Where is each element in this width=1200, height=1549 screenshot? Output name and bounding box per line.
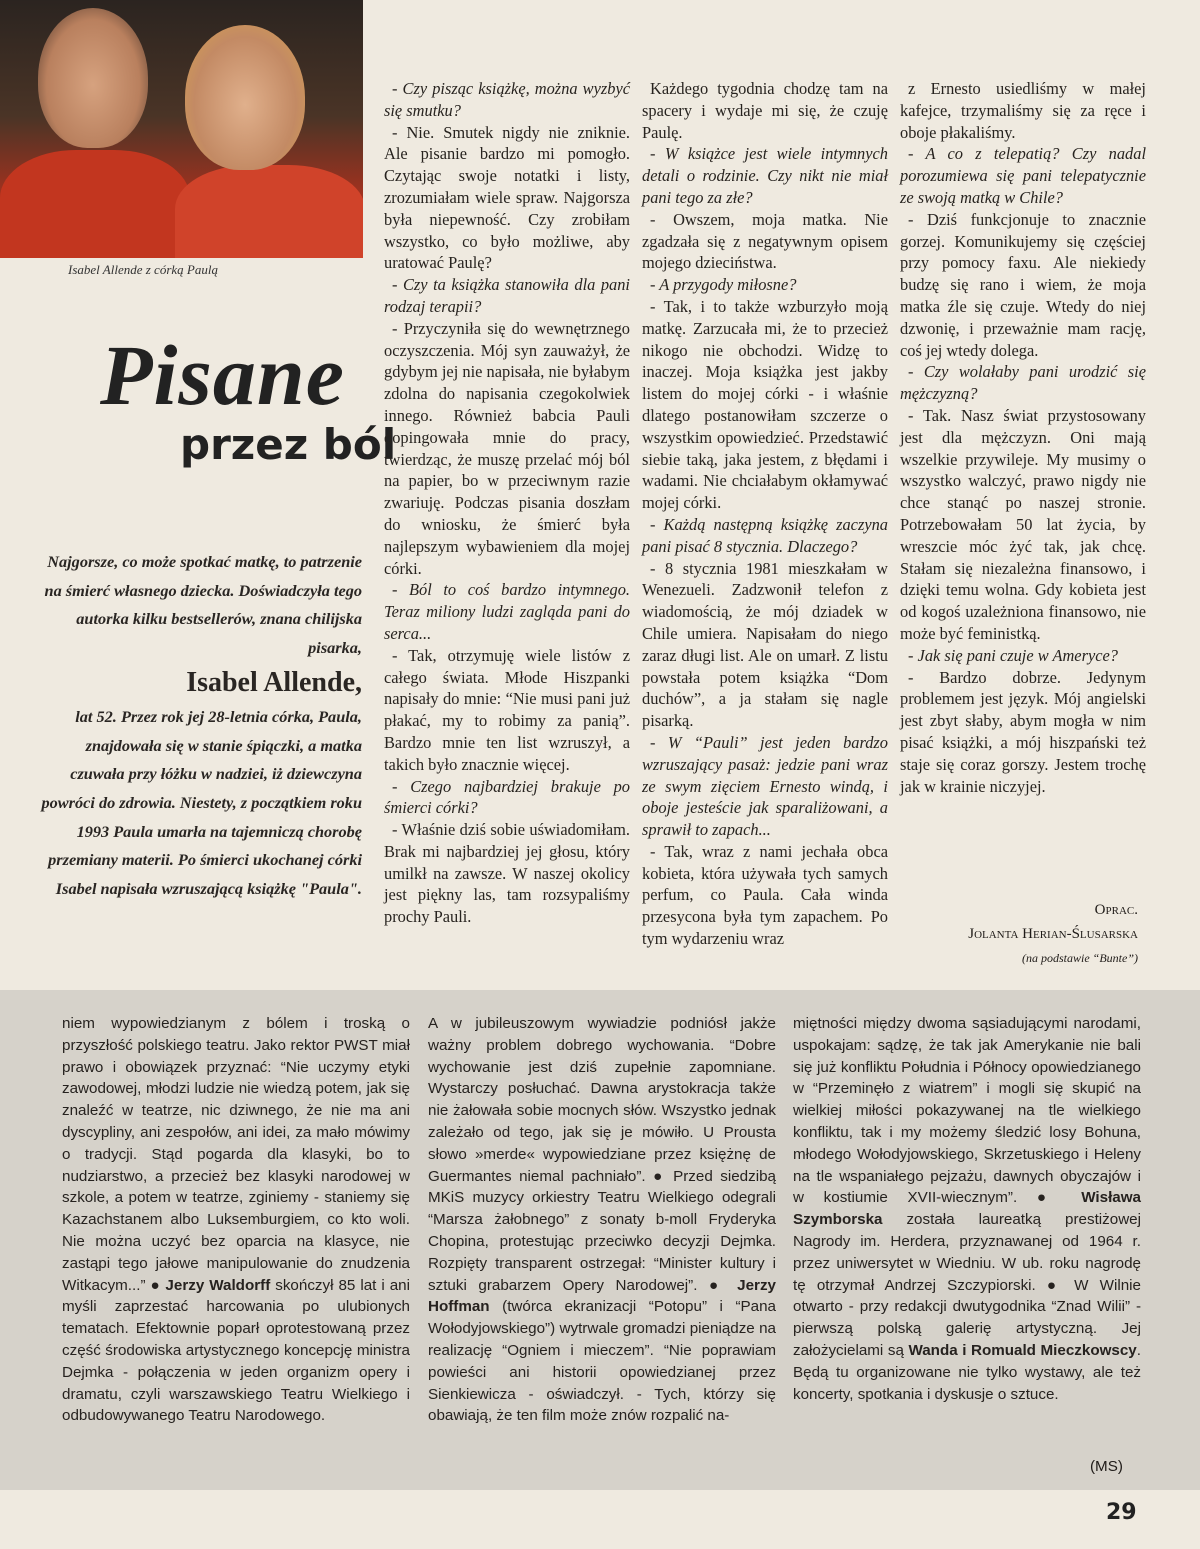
interview-answer: - Bardzo dobrze. Jedynym problemem jest język. Mój angielski jest zbyt słaby, abym mogła w nim pisać książki, a mój hiszpański też staje się coraz gorszy. Jestem trochę jak w krainie niczyjej. [900, 667, 1146, 796]
lead-text-after: lat 52. Przez rok jej 28-letnia córka, Paula, znajdowała się w stanie śpiączki, a matka czuwała przy łóżku w nadziei, iż dziewczyna powróci do zdrowia. Niestety, z początkiem roku 1993 Paula umarła na tajemniczą chorobę przemiany materii. Po śmierci ukochanej córki Isabel napisała wzruszającą książkę "Paula". [41, 706, 362, 899]
news-text: . Będą tu organizowane nie tylko wystawy, ale też koncerty, spotkania i dyskusje o sztuce. [793, 1341, 1141, 1403]
interview-question: - Czy pisząc książkę, można wyzbyć się smutku? [384, 79, 630, 120]
news-text: została laureatką prestiżowej Nagrody im. Herdera, przyznawanej od 1964 r. przez uniwersytet w Wiedniu. W ub. roku nagrodę tę otrzymał Andrzej Szczypiorski. ● W Wilnie otwarto - przy redakcji dwutygodnika “Znad Wilii” - pierwszą polską galerię artystyczną. Jej założycielami są [793, 1211, 1141, 1359]
interview-answer: - Tak, i to także wzburzyło moją matkę. Zarzucała mi, że to przecież nikogo nie obchodzi. Widzę to inaczej. Moja książka jest jakby listem do mojej córki - i właśnie dlatego postanowiłam szczerze o wszystkim opowiedzieć. Przedstawić siebie taką, jaka jestem, z błędami i wadami. Nie chciałabym okłamywać mojej córki. [642, 296, 888, 513]
news-column-1 [62, 1013, 410, 1427]
article-subtitle: przez ból [180, 420, 397, 469]
news-text: miętności między dwoma sąsiadującymi narodami, uspokajam: sądzę, że tak jak Amerykanie nie bali się już konfliktu Południa i Północy opowiedzianego w “Przeminęło z wiatrem” i mogli się skupić na wielkiej miłości pokazywanej na tle wielkiego konfliktu, tak i my możemy śledzić losy Bohuna, młodego Wołodyjowskiego, Skrzetuskiego i Heleny na tle wspaniałego pejzażu, dawnych obyczajów i w kostiumie XVII-wiecznym”. ● [793, 1015, 1141, 1207]
interview-answer: - 8 stycznia 1981 mieszkałam w Wenezueli. Zadzwonił telefon z wiadomością, że mój dziadek w Chile umiera. Napisałam do niego zaraz długi list. Ale on umarł. Z listu powstała potem książka “Dom duchów”, a ja stałam się nagle pisarką. [642, 558, 888, 731]
interview-answer: - Właśnie dziś sobie uświadomiłam. Brak mi najbardziej jej głosu, który umilkł na zawsze. W naszej okolicy jest piękny las, tam rozsypaliśmy prochy Pauli. [384, 820, 630, 927]
news-person-name: Wisława Szymborska [793, 1189, 1141, 1229]
interview-question: - Każdą następną książkę zaczyna pani pisać 8 stycznia. Dlaczego? [642, 514, 888, 556]
byline-author: Jolanta Herian-Ślusarska [968, 926, 1138, 942]
interview-answer: - Tak. Nasz świat przystosowany jest dla mężczyzn. Oni mają wszelkie przywileje. My musimy o wszystko walczyć, prawo nigdy nie chce stanąć po naszej stronie. Potrzebowałam 50 lat życia, by wreszcie móc żyć tak, jak chcę. Stałam się niezależna finansowo, i dzięki temu wolna. Gdy kobieta jest od kogoś uzależniona finansowo, nie może być feministką. [900, 405, 1146, 643]
news-column-3 [793, 1013, 1141, 1405]
interview-question: - Ból to coś bardzo intymnego. Teraz miliony ludzi zagląda pani do serca... [384, 580, 630, 643]
interview-question: - Czego najbardziej brakuje po śmierci córki? [384, 776, 630, 818]
interview-answer: - Tak, wraz z nami jechała obca kobieta, która używała tych samych perfum, co Paula. Cała winda przesycona była tym zapachem. Po tym wydarzeniu wraz [642, 841, 888, 949]
byline-label: Oprac. [1094, 902, 1138, 918]
interview-answer: - Nie. Smutek nigdy nie zniknie. Ale pisanie bardzo mi pomogło. Czytając swoje notatki i listy, zrozumiałam wiele spraw. Najgorsza była niepewność. Czy zrobiłam wszystko, co było możliwe, aby uratować Paulę? [384, 122, 630, 273]
news-text: skończył 85 lat i ani myśli zaprzestać harcowania po ulubionych tematach. Efektownie poparł oprotestowaną przez część środowiska artystycznego koncepcję ministra Dejmka - połączenia w jeden organizm opery i dramatu, czyli warszawskiego Teatru Wielkiego i odbudowywanego Teatru Narodowego. [62, 1276, 410, 1425]
interview-answer: - Dziś funkcjonuje to znacznie gorzej. Komunikujemy się częściej przy pomocy faxu. Ale niekiedy budzę się rano i wiem, że moja matka źle się czuje. Wtedy do niej dzwonię, i przeważnie mam rację, coś jej wtedy dolega. [900, 209, 1146, 360]
photo-caption: Isabel Allende z córką Paulą [68, 262, 218, 277]
interview-column-2 [642, 78, 888, 950]
news-person-name: Jerzy Waldorff [165, 1276, 271, 1294]
interview-question: - Czy ta książka stanowiła dla pani rodzaj terapii? [384, 275, 630, 316]
article-title: Pisane [100, 327, 345, 423]
byline [900, 898, 1138, 970]
interview-answer: - Przyczyniła się do wewnętrznego oczyszczenia. Mój syn zauważył, że gdybym jej nie napisała, nie byłabym zdolna do napisania czegokolwiek innego. Również babcia Pauli dopingowała mnie do pracy, twierdząc, że muszę przelać mój ból na papier, bo w przeciwnym razie zwariuję. Podczas pisania doszłam do wniosku, że śmierć była najlepszym wybawieniem dla mojej córki. [384, 318, 630, 578]
news-text: niem wypowiedzianym z bólem i troską o przyszłość polskiego teatru. Jako rektor PWST miał prawo i obowiązek przyznać: “Nie uczymy etyki zawodowej, młodzi ludzie nie wiedzą potem, jak się znaleźć w teatrze, nic dziwnego, że nie ma ani dyscypliny, ani zespołów, ani idei, za mało mówimy o tradycji. Stąd pogarda dla klasyki, bo to nudziarstwo, a przecież bez klasyki narodowej w szkole, a potem w teatrze, zginiemy - staniemy się Kazachstanem albo Luksemburgiem, co kto woli. Nie można uczyć bez oparcia na klasyce, nie zastąpi tego jałowe manipulowanie do znudzenia Witkacym...” ● [62, 1015, 410, 1294]
interview-answer: z Ernesto usiedliśmy w małej kafejce, trzymaliśmy się za ręce i oboje płakaliśmy. [900, 79, 1146, 142]
interview-question: - A co z telepatią? Czy nadal porozumiewa się pani telepatycznie ze swoją matką w Chile? [900, 144, 1146, 207]
interview-question: - Jak się pani czuje w Ameryce? [908, 645, 1118, 665]
interview-answer: Każdego tygodnia chodzę tam na spacery i wydaje mi się, że czuję Paulę. [642, 79, 888, 142]
interview-question: - W “Pauli” jest jeden bardzo wzruszający pasaż: jedzie pani wraz ze swym zięciem Ernesto windą, i oboje jesteście jak sparaliżowani, a sprawił to zapach... [642, 732, 888, 840]
news-signature: (MS) [1090, 1458, 1123, 1475]
interview-column-3 [900, 78, 1146, 797]
byline-source: (na podstawie “Bunte”) [1022, 951, 1138, 965]
news-text: A w jubileuszowym wywiadzie podniósł jakże ważny problem dobrego wychowania. “Dobre wychowanie jest dziś zupełnie zapomniane. Wystarczy posłuchać. Dawna arystokracja także nie żałowała sobie mocnych słów. Wszystko jednak zależało od tego, jak się je mówiło. U Prousta słowo »merde« wypowiedziane przez księżnę de Guermantes niemal pachniało”. ● Przed siedzibą MKiS muzycy orkiestry Teatru Wielkiego odegrali “Marsza żałobnego” z sonaty b-moll Fryderyka Chopina, protestując przeciwko decyzji Dejmka. Rozpięty transparent ostrzegał: “Minister kultury i sztuki grabarzem Opery Narodowej”. ● [428, 1015, 776, 1294]
lead-name: Isabel Allende, [186, 666, 362, 698]
interview-question: - Czy wolałaby pani urodzić się mężczyzną? [900, 362, 1146, 404]
interview-column-1 [384, 78, 630, 928]
photo-isabel-and-paula [0, 0, 363, 258]
news-person-name: Jerzy Hoffman [428, 1276, 776, 1316]
page-number: 29 [1106, 1500, 1137, 1525]
news-text: (twórca ekranizacji “Potopu” i “Pana Wołodyjowskiego”) wytrwale gromadzi pieniądze na realizację “Ogniem i mieczem”. “Nie poprawiam powieści ani historii opowiedzianej przez Sienkiewicza - oświadczył. - Tych, którzy się obawiają, że ten film może znów rozpalić na- [428, 1298, 776, 1425]
lead-paragraph [40, 548, 362, 904]
interview-question: - A przygody miłosne? [650, 275, 797, 295]
news-person-name: Wanda i Romuald Mieczkowscy [908, 1341, 1137, 1359]
news-column-2 [428, 1013, 776, 1427]
interview-answer: - Tak, otrzymuję wiele listów z całego świata. Młode Hiszpanki napisały do mnie: “Nie musi pani już płakać, my to robimy za panią”. Bardzo mnie ten list wzruszył, a takich było znacznie więcej. [384, 645, 630, 774]
lead-text-before: Najgorsze, co może spotkać matkę, to patrzenie na śmierć własnego dziecka. Doświadczyła tego autorka kilku bestsellerów, znana chilijska pisarka, [44, 552, 362, 658]
interview-question: - W książce jest wiele intymnych detali o rodzinie. Czy nikt nie miał pani tego za złe? [642, 144, 888, 207]
interview-answer: - Owszem, moja matka. Nie zgadzała się z negatywnym opisem mojego dzieciństwa. [642, 209, 888, 273]
